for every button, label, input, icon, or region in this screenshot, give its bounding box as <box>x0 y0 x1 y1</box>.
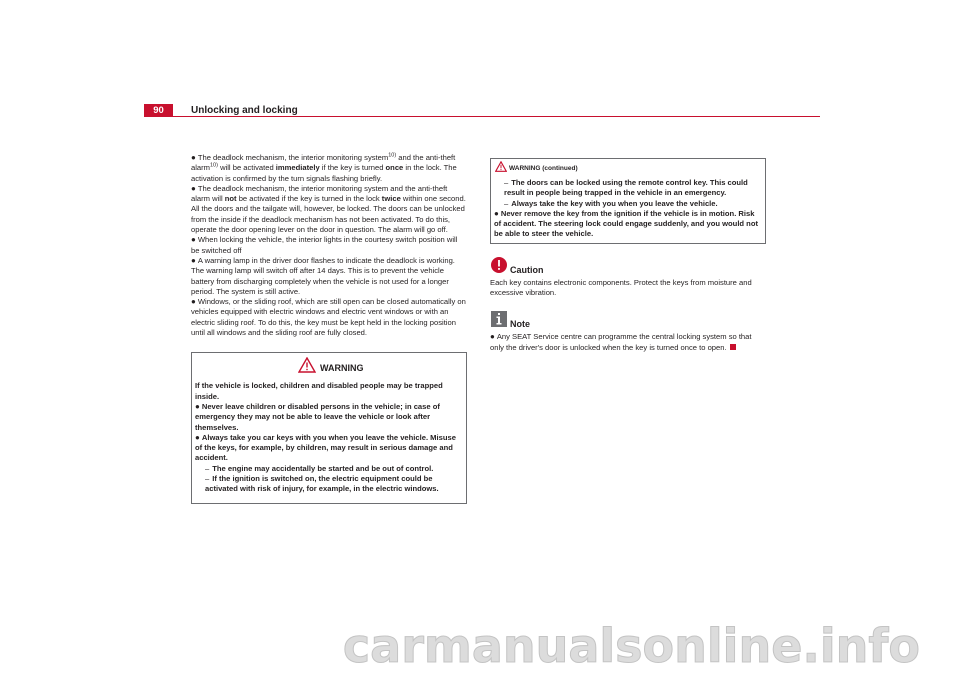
note-header <box>490 310 766 332</box>
bullet-icon: ● <box>191 153 196 162</box>
bullet-icon: ● <box>195 401 200 411</box>
bullet-icon: ● <box>191 235 196 245</box>
note-title: Note <box>510 319 530 330</box>
dash-icon: – <box>504 198 509 208</box>
bullet-icon: ● <box>490 332 495 342</box>
list-item: ● A warning lamp in the driver door flashes to indicate the deadlock is working. The warning lamp will switch off after 14 days. This is to prevent the vehicle battery from discharging completely when the vehicle is not used for a longer period. The system is still active. <box>191 255 455 296</box>
dash-icon: – <box>504 178 509 187</box>
bullet-icon: ● <box>494 208 499 218</box>
warning-triangle-icon <box>495 161 507 175</box>
warning-body <box>192 381 466 494</box>
watermark <box>0 610 960 678</box>
list-item: – The doors can be locked using the remote control key. This could result in people being trapped in the vehicle in an emergency. <box>504 178 748 198</box>
page-number: 90 <box>144 104 173 117</box>
note-icon <box>490 310 508 331</box>
warning-title: WARNING <box>320 363 364 374</box>
list-item: ● Windows, or the sliding roof, which are still open can be closed automatically on vehicles equipped with electric windows and electric vent windows or with an electric sliding roof. To do this, the key must be kept held in the locking position until all windows and the sliding roof are fully closed. <box>191 297 466 338</box>
warning-continued-body <box>491 176 765 240</box>
bullet-icon: ● <box>191 255 196 265</box>
warning-box <box>191 352 467 503</box>
list-item <box>490 332 766 353</box>
list-item: ● Never remove the key from the ignition if the vehicle is in motion. Risk of accident. The steering lock could engage suddenly, and you would not be able to steer the vehicle. <box>494 208 758 239</box>
caution-header <box>490 256 766 278</box>
list-item: ● Never leave children or disabled persons in the vehicle; in case of emergency they may not be able to leave the vehicle or look after themselves. <box>195 401 440 432</box>
bullet-icon: ● <box>195 432 200 442</box>
warning-continued-header <box>491 159 765 176</box>
warning-header <box>192 353 466 381</box>
list-item: – If the ignition is switched on, the electric equipment could be activated with risk of injury, for example, in the electric windows. <box>205 474 439 494</box>
list-item: – Always take the key with you when you leave the vehicle. <box>504 198 718 208</box>
header-rule <box>144 116 820 117</box>
watermark-text: carmanualsonline.info <box>342 619 920 673</box>
page-title: Unlocking and locking <box>191 105 298 116</box>
list-item: ● The deadlock mechanism, the interior monitoring system and the anti-theft alarm will not be activated if the key is turned in the lock twice within one second. All the doors and the tailgate will, however, be locked. The doors can be unlocked from the inside if the deadlock mechanism has not been activated. To do this, operate the door opening lever on the door in question. The alarm will go off. <box>191 183 466 235</box>
dash-icon: – <box>205 474 210 484</box>
end-mark-icon <box>730 344 736 350</box>
dash-icon: – <box>205 463 210 473</box>
list-item: ● Always take you car keys with you when you leave the vehicle. Misuse of the keys, for example, by children, may result in serious damage and accident. <box>195 432 456 463</box>
caution-icon <box>490 256 508 277</box>
warning-continued-title: WARNING (continued) <box>509 165 578 172</box>
warning-triangle-icon <box>298 357 316 376</box>
note-text: Any SEAT Service centre can programme the central locking system so that only the driver's door is unlocked when the key is turned once to open. <box>490 332 752 352</box>
list-item: ● The deadlock mechanism, the interior monitoring system$^{10)}$ and the anti-theft alarm$^{10)}$ will be activated immediately if the key is turned once in the lock. The activation is confirmed by the turn signals flashing briefly. <box>191 152 457 183</box>
list-item: ● When locking the vehicle, the interior lights in the courtesy switch position will be switched off <box>191 235 458 255</box>
warning-continued-box <box>490 158 766 244</box>
caution-text: Each key contains electronic components. Protect the keys from moisture and excessive vibration. <box>490 277 752 298</box>
caution-title: Caution <box>510 264 544 275</box>
warning-intro: If the vehicle is locked, children and disabled people may be trapped inside. <box>195 381 443 401</box>
left-column <box>191 153 467 504</box>
list-item: – The engine may accidentally be started and be out of control. <box>205 463 434 473</box>
bullet-icon: ● <box>191 183 196 193</box>
bullet-icon: ● <box>191 297 196 307</box>
right-column <box>490 158 766 353</box>
